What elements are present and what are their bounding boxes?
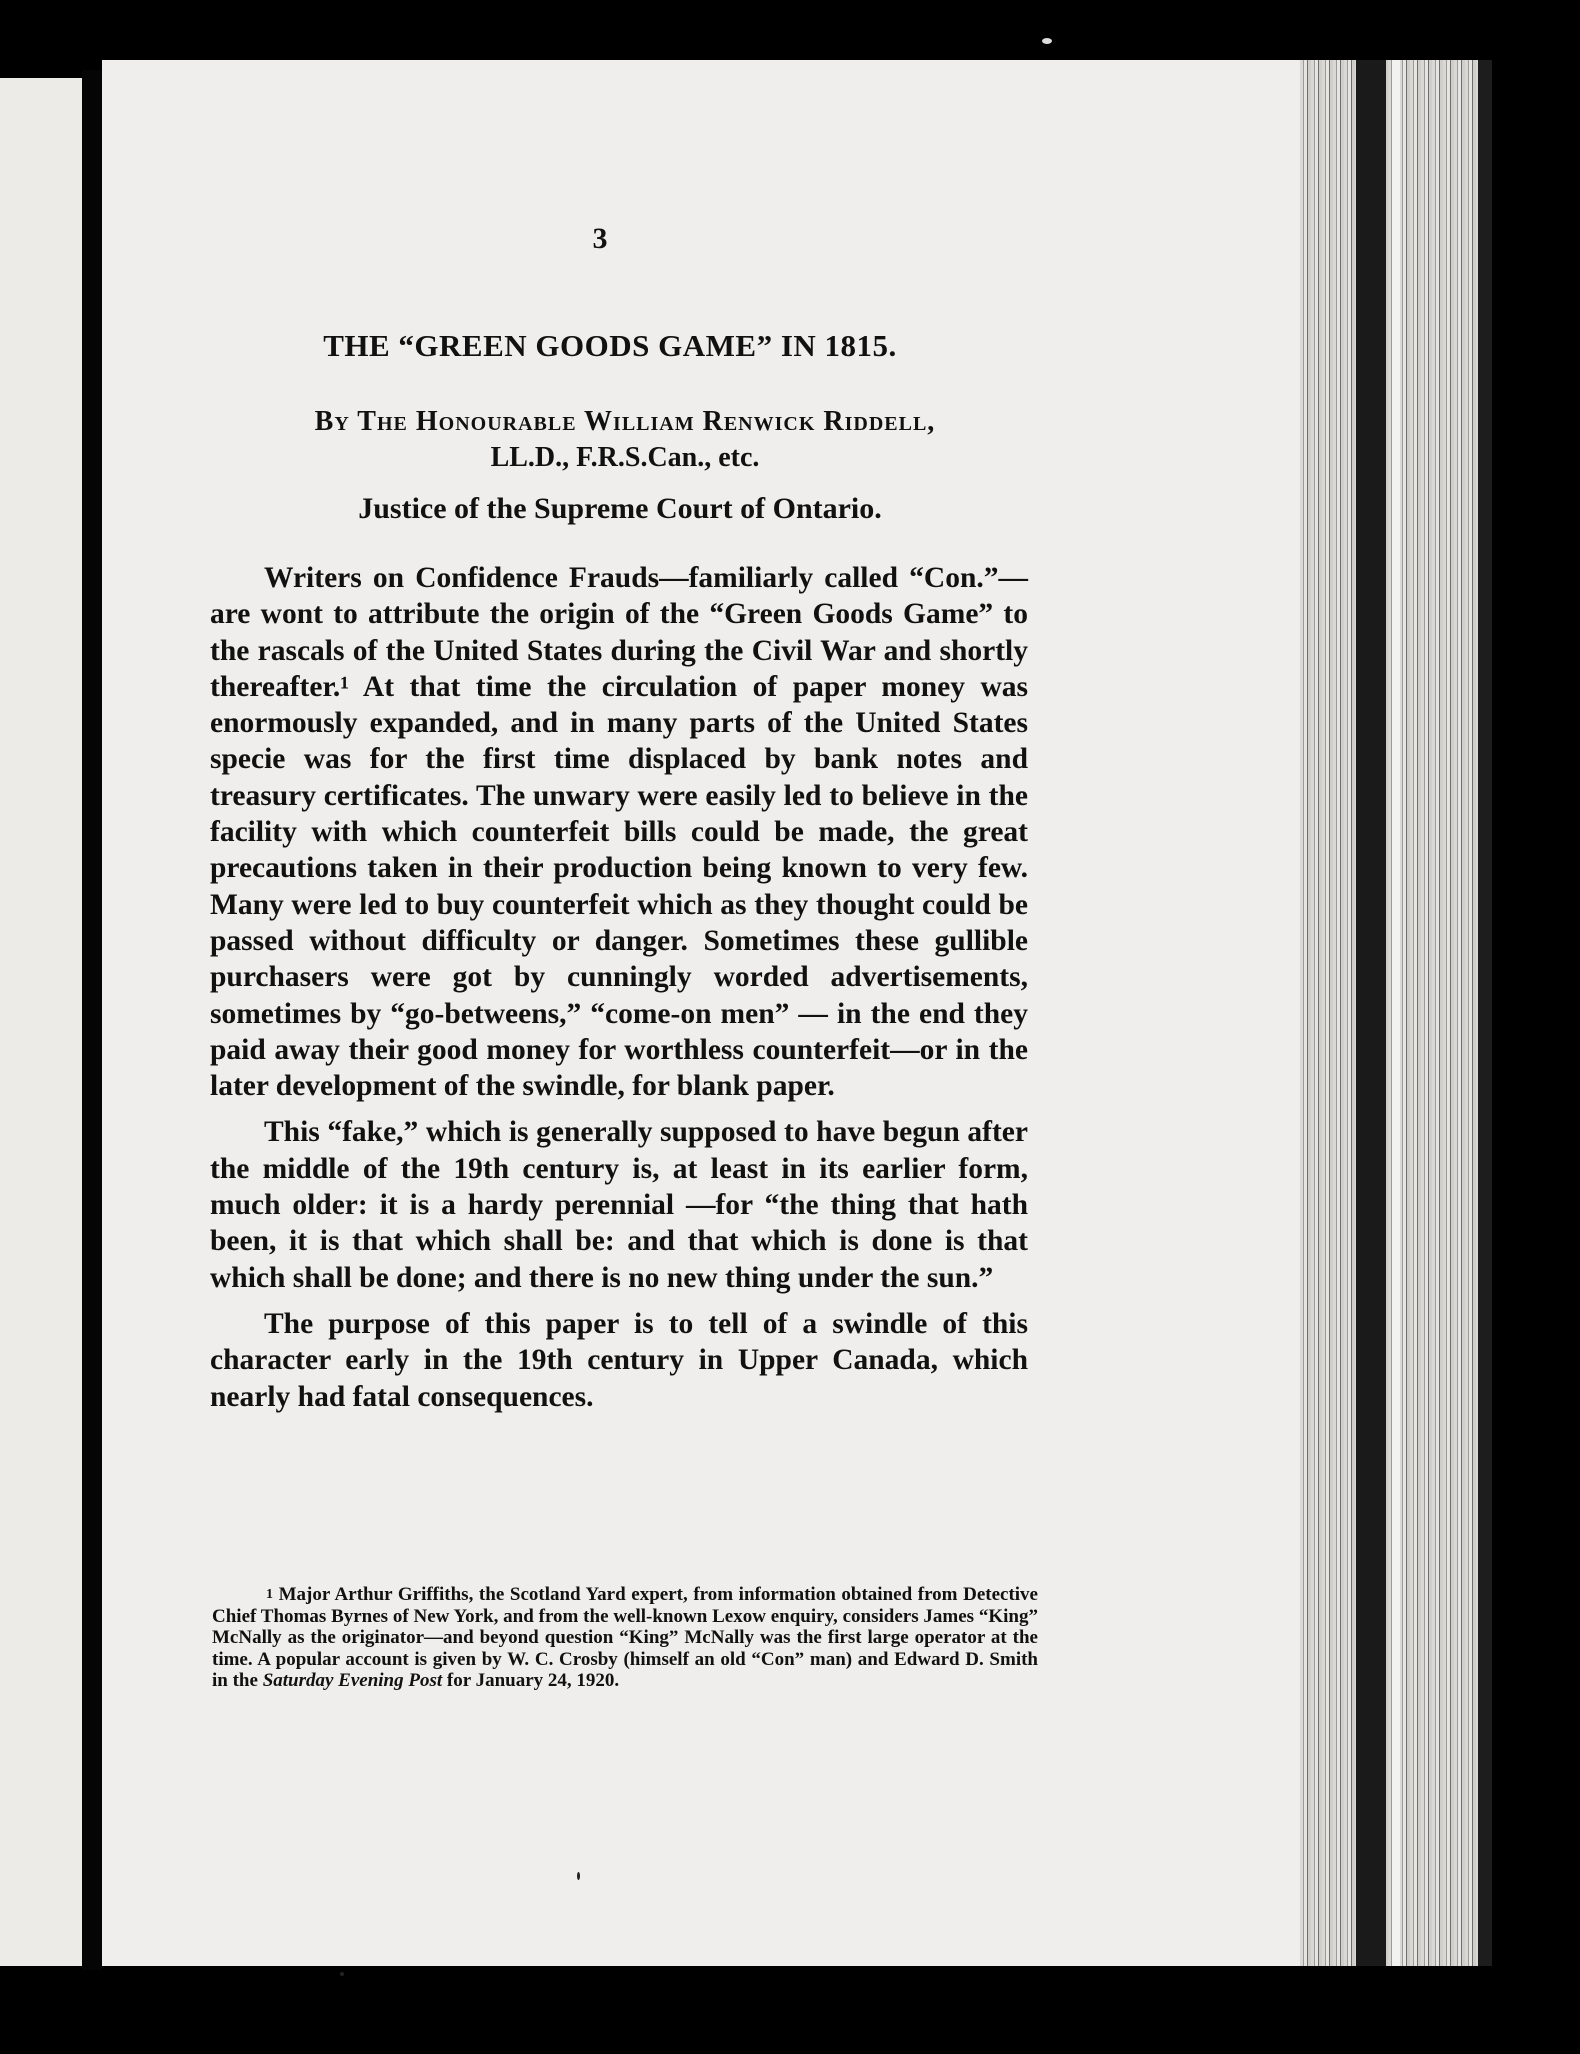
paragraph: This “fake,” which is generally supposed to have begun after the middle of the 19th century is, at least in its earlier form, much older: it is a hardy perennial —for “the thing that hath been, it is that which shall be: and that which is done is that which shall be done; and there is no new thing under the sun.” <box>210 1116 1028 1294</box>
book-gutter <box>82 70 102 1970</box>
page-number: 3 <box>592 222 608 255</box>
paragraph: The purpose of this paper is to tell of a swindle of this character early in the 19th century in Upper Canada, which nearly had fatal consequences. <box>210 1307 1028 1413</box>
author-byline <box>230 404 1020 476</box>
footnote-date: for January 24, 1920. <box>446 1670 620 1691</box>
scan-speck <box>577 1872 580 1880</box>
author-credentials: LL.D., F.R.S.Can., etc. <box>490 442 760 473</box>
page-edge-highlight <box>1392 60 1400 1966</box>
footnote <box>212 1584 1038 1692</box>
book-cover-edge <box>1478 60 1492 1966</box>
footnote-text: Major Arthur Griffiths, the Scotland Yard expert, from information obtained from Detective Chief Thomas Byrnes of New York, and from the well-known Lexow enquiry, considers James “King” McNally as the originator—and beyond question “King” McNally was the first large operator at the time. A popular account is given by W. C. Crosby (himself an old “Con” man) and Edward D. Smith in the <box>212 1584 1038 1691</box>
footnote-publication: Saturday Evening Post <box>262 1670 443 1691</box>
scan-speck <box>1042 38 1052 44</box>
scan-speck <box>340 1972 344 1976</box>
article-body <box>210 560 1028 1425</box>
facing-page-edge <box>0 78 82 1966</box>
paragraph: Writers on Confidence Frauds—familiarly called “Con.”—are wont to attribute the origin of the “Green Goods Game” to the rascals of the United States during the Civil War and shortly thereafter.¹ At that time the circulation of paper money was enormously expanded, and in many parts of the United States specie was for the first time displaced by bank notes and treasury certificates. The unwary were easily led to believe in the facility with which counterfeit bills could be made, the great precautions taken in their production being known to very few. Many were led to buy counterfeit which as they thought could be passed without difficulty or danger. Sometimes these gullible purchasers were got by cunningly worded advertisements, sometimes by “go-betweens,” “come-on men” — in the end they paid away their good money for worthless counterfeit—or in the later development of the swindle, for blank paper. <box>210 562 1028 1103</box>
author-name: By The Honourable William Renwick Riddell, <box>314 406 936 437</box>
author-position: Justice of the Supreme Court of Ontario. <box>358 492 882 525</box>
footnote-marker: 1 <box>266 1587 273 1602</box>
page-edge-shadow <box>1356 60 1386 1966</box>
article-title: THE “GREEN GOODS GAME” IN 1815. <box>323 328 897 363</box>
